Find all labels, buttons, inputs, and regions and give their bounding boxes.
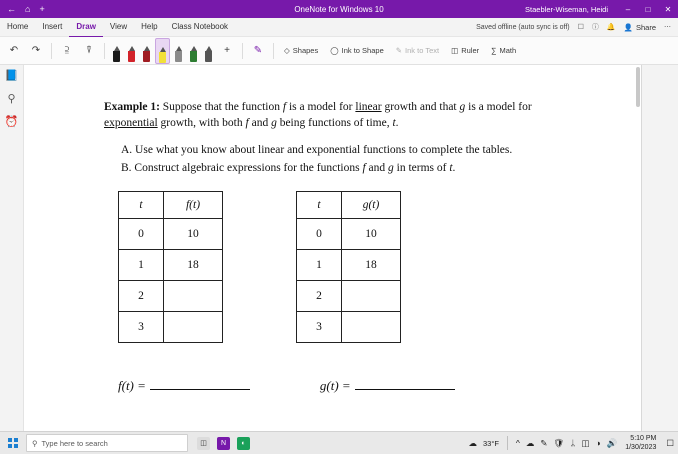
- answers-row: [104, 378, 641, 394]
- windows-taskbar: [0, 431, 678, 454]
- table-row: [297, 192, 401, 219]
- tray-divider: [507, 436, 508, 450]
- table-row: [119, 219, 223, 250]
- task-item-b-pre: B. Construct algebraic expressions for the functions: [121, 162, 360, 174]
- example-text-6: and: [251, 117, 269, 129]
- close-button[interactable]: ✕: [664, 4, 672, 14]
- system-tray: [468, 434, 678, 452]
- tab-help[interactable]: Help: [141, 22, 158, 31]
- table-f-cell-t-1[interactable]: 1: [119, 250, 164, 281]
- wifi-icon[interactable]: ◑: [595, 437, 601, 448]
- search-icon[interactable]: ⚲: [7, 93, 16, 105]
- sync-status-label: Saved offline (auto sync is off): [476, 23, 570, 31]
- table-f-cell-t-0[interactable]: 0: [119, 219, 164, 250]
- volume-icon[interactable]: 🔊: [606, 437, 618, 448]
- answer-g: [320, 378, 455, 394]
- example-text-7: being functions of time,: [279, 117, 390, 129]
- ribbon-tab-right-group: [476, 22, 678, 32]
- app-body: [0, 65, 678, 431]
- symbol-t: t: [392, 117, 396, 129]
- answer-g-label: g(t) =: [319, 378, 351, 393]
- task-item-b-mid: and: [368, 162, 386, 174]
- example-text-3: growth and that: [384, 101, 457, 113]
- ribbon-divider: [51, 43, 52, 59]
- cloud-weather-icon[interactable]: ☁: [468, 437, 477, 448]
- tray-chevron-icon[interactable]: ^: [515, 437, 520, 448]
- shapes-button[interactable]: [279, 39, 323, 63]
- tab-draw[interactable]: Draw: [69, 18, 103, 37]
- table-g-cell-t-3[interactable]: 3: [297, 312, 342, 343]
- math-label: Math: [499, 46, 517, 55]
- table-f-cell-ft-3[interactable]: [164, 312, 223, 343]
- pen-grey[interactable]: [172, 40, 185, 62]
- lasso-select-icon[interactable]: ⫆: [64, 45, 70, 56]
- table-g-header-t: t: [297, 192, 342, 219]
- answer-f-label: f(t) =: [118, 378, 146, 393]
- table-row: [119, 250, 223, 281]
- task-list: [104, 142, 641, 177]
- taskbar-clock[interactable]: [623, 434, 660, 452]
- taskbar-app-onenote[interactable]: N: [217, 437, 230, 450]
- table-row: [297, 250, 401, 281]
- table-row: [119, 281, 223, 312]
- table-f-cell-t-3[interactable]: 3: [119, 312, 164, 343]
- ribbon-divider: [104, 43, 105, 59]
- bluetooth-icon[interactable]: ᛦ: [570, 437, 576, 448]
- exponential-word: exponential: [104, 117, 158, 129]
- ruler-button[interactable]: [446, 39, 484, 63]
- bell-icon[interactable]: 🔔: [606, 24, 616, 31]
- pen-black[interactable]: [110, 40, 123, 62]
- table-row: [119, 192, 223, 219]
- ruler-label: Ruler: [461, 46, 480, 55]
- pen-red[interactable]: [125, 40, 138, 62]
- table-row: [297, 219, 401, 250]
- math-icon: ∑: [491, 46, 497, 55]
- ink-to-shape-icon: ◯: [330, 46, 339, 55]
- search-icon: ⚲: [32, 438, 38, 448]
- example-text-2: is a model for: [288, 101, 353, 113]
- table-g-cell-t-1[interactable]: 1: [297, 250, 342, 281]
- period: .: [395, 117, 399, 129]
- recent-clock-icon[interactable]: ⏰: [4, 116, 19, 128]
- note-content: [24, 65, 641, 431]
- ink-to-shape-button[interactable]: [325, 39, 389, 63]
- taskbar-search-placeholder: Type here to search: [41, 438, 108, 448]
- ink-to-shape-label: Ink to Shape: [341, 46, 384, 55]
- share-label: Share: [635, 22, 656, 32]
- temperature-label: 33°F: [482, 438, 499, 448]
- table-f-cell-ft-1[interactable]: 18: [164, 250, 223, 281]
- task-view-icon[interactable]: ◫: [197, 437, 210, 450]
- table-f-header-ft: f(t): [164, 192, 223, 219]
- example-label: Example 1:: [104, 101, 160, 113]
- table-g-cell-gt-0[interactable]: 10: [342, 219, 401, 250]
- share-button[interactable]: [624, 23, 656, 32]
- plus-icon[interactable]: +: [39, 3, 45, 14]
- title-bar-right-controls: [525, 0, 678, 18]
- task-item-a: A. Use what you know about linear and exponential functions to complete the tables.: [121, 144, 513, 156]
- example-text-1: Suppose that the function: [162, 101, 280, 113]
- action-center-icon[interactable]: ☐: [666, 437, 674, 448]
- right-panel: [642, 65, 678, 431]
- pen-tray-icon[interactable]: ✎: [540, 437, 548, 448]
- undo-icon[interactable]: ↶: [9, 45, 19, 56]
- table-g-cell-gt-1[interactable]: 18: [342, 250, 401, 281]
- pen-dark-grey[interactable]: [202, 40, 215, 62]
- page-canvas[interactable]: [23, 65, 642, 431]
- example-paragraph: [104, 99, 584, 131]
- table-g-cell-t-0[interactable]: 0: [297, 219, 342, 250]
- window-title: OneNote for Windows 10: [294, 4, 384, 14]
- shapes-label: Shapes: [292, 46, 319, 55]
- table-f-cell-ft-2[interactable]: [164, 281, 223, 312]
- answer-f-blank[interactable]: [150, 378, 250, 390]
- question-circle-icon[interactable]: ⓘ: [591, 24, 599, 31]
- pen-green[interactable]: [187, 40, 200, 62]
- title-bar-left-controls: [0, 5, 127, 14]
- ribbon-divider: [273, 43, 274, 59]
- ink-to-text-button[interactable]: [391, 39, 444, 63]
- symbol-g-2: g: [271, 117, 277, 129]
- ribbon-divider: [242, 43, 243, 59]
- symbol-t-2: t: [449, 162, 453, 174]
- period-2: .: [452, 162, 456, 174]
- back-arrow-icon[interactable]: ←: [7, 3, 16, 14]
- minimize-button[interactable]: –: [625, 4, 631, 14]
- table-row: [119, 312, 223, 343]
- table-g-cell-gt-2[interactable]: [342, 281, 401, 312]
- left-navigation-rail: [0, 65, 23, 431]
- tables-row: [104, 191, 641, 343]
- windows-start-icon[interactable]: [0, 432, 26, 454]
- ink-to-text-label: Ink to Text: [405, 46, 440, 55]
- shield-icon[interactable]: 🛡: [553, 437, 565, 448]
- taskbar-search-input[interactable]: [26, 434, 188, 452]
- table-g-cell-gt-3[interactable]: [342, 312, 401, 343]
- notebooks-icon[interactable]: 📘: [4, 70, 19, 82]
- table-f-cell-ft-0[interactable]: 10: [164, 219, 223, 250]
- taskbar-app-browser[interactable]: ◐: [237, 437, 250, 450]
- add-pen-button[interactable]: +: [224, 45, 230, 56]
- table-row: [297, 281, 401, 312]
- example-text-4: is a model for: [468, 101, 532, 113]
- ink-to-text-icon: ✎: [395, 46, 403, 55]
- home-icon[interactable]: ⌂: [25, 3, 31, 14]
- clock-time: 5:10 PM: [630, 435, 657, 442]
- symbol-f: f: [282, 101, 287, 113]
- ribbon-tab-strip: [0, 18, 678, 37]
- table-f-cell-t-2[interactable]: 2: [119, 281, 164, 312]
- pen-dark-red[interactable]: [140, 40, 153, 62]
- symbol-f-2: f: [245, 117, 249, 129]
- onedrive-icon[interactable]: ☁: [525, 437, 535, 448]
- answer-f: [118, 378, 250, 394]
- task-item-b-post: in terms of: [396, 162, 447, 174]
- taskbar-apps: [188, 437, 250, 450]
- table-g-header-gt: g(t): [342, 192, 401, 219]
- ink-color-icon[interactable]: ✎: [253, 45, 263, 56]
- symbol-g: g: [459, 101, 466, 113]
- tab-insert[interactable]: Insert: [42, 22, 63, 31]
- clock-date: 1/30/2023: [625, 444, 657, 451]
- tab-class-notebook[interactable]: Class Notebook: [171, 22, 229, 31]
- highlighter-yellow[interactable]: [155, 38, 170, 64]
- linear-word: linear: [355, 101, 382, 113]
- ellipsis-icon[interactable]: ⋯: [664, 24, 671, 31]
- table-row: [297, 312, 401, 343]
- symbol-g-3: g: [388, 162, 394, 174]
- shapes-icon: ◇: [284, 46, 290, 55]
- sticky-note-icon[interactable]: ☐: [577, 24, 584, 31]
- table-g[interactable]: [296, 191, 401, 343]
- tab-view[interactable]: View: [109, 22, 128, 31]
- draw-ribbon: [0, 37, 678, 65]
- eraser-icon[interactable]: ⍒: [86, 45, 92, 56]
- example-text-5: growth, with both: [160, 117, 243, 129]
- table-f[interactable]: [118, 191, 223, 343]
- ruler-icon: ◫: [451, 46, 459, 55]
- symbol-f-3: f: [362, 162, 366, 174]
- redo-icon[interactable]: ↷: [31, 45, 41, 56]
- account-name[interactable]: Staebler-Wiseman, Heidi: [525, 4, 608, 14]
- title-bar: [0, 0, 678, 18]
- math-button[interactable]: [486, 39, 521, 63]
- table-g-cell-t-2[interactable]: 2: [297, 281, 342, 312]
- tab-home[interactable]: Home: [7, 22, 29, 31]
- task-item-b: [121, 160, 641, 177]
- battery-icon[interactable]: ◫: [581, 437, 590, 448]
- table-f-header-t: t: [119, 192, 164, 219]
- share-person-icon: 👤: [623, 22, 633, 32]
- maximize-button[interactable]: □: [645, 4, 651, 14]
- answer-g-blank[interactable]: [355, 378, 455, 390]
